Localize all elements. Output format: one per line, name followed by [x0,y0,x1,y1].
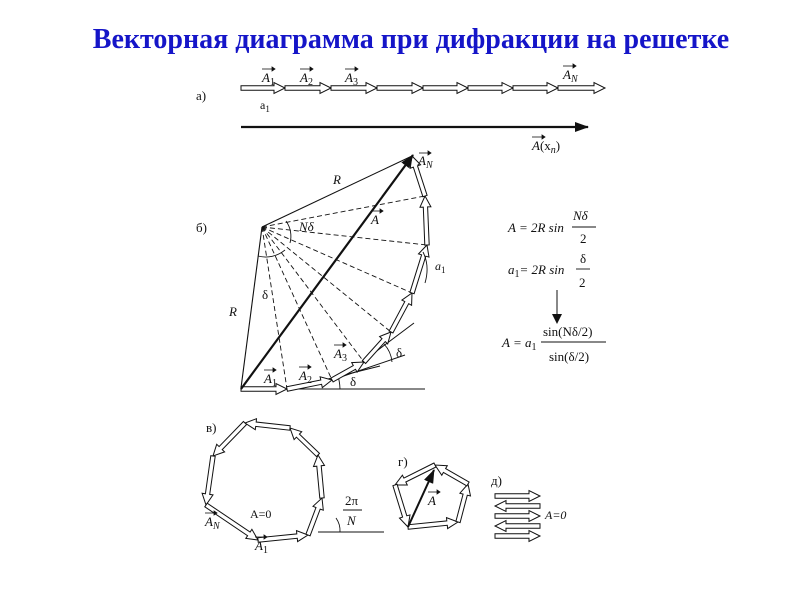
panel-a-label: а) [196,88,207,103]
formula-1-num: Nδ [573,208,588,223]
panel-v-octagon-chain [202,419,324,543]
panel-b-radius-top [262,156,412,227]
panel-a-vector-8 [558,83,605,94]
panel-b-spoke-4 [262,227,391,332]
panel-b-vector-7 [420,196,431,245]
panel-b-spoke-6 [262,227,427,245]
panel-v-angle-arc [336,518,340,532]
panel-d-vector-3 [495,511,540,522]
panel-v-vector-4 [290,428,320,457]
formula-2-den: 2 [579,275,586,290]
formulas [501,208,606,364]
formula-2-num: δ [580,251,587,266]
panel-b-chord-label: A [371,212,379,227]
panel-d-label: д) [491,473,502,488]
panel-a-resultant-label: $A(x_n)$ [532,138,561,156]
panel-b-angle-delta-base: δ [350,374,357,389]
panel-b-spoke-2 [262,227,332,380]
panel-b-arc-delta-outer [384,344,392,362]
page-title: Векторная диаграмма при дифракции на решетке [92,24,730,55]
formula-3-den: sin(δ/2) [549,349,590,364]
panel-b-vector-3 [331,362,364,382]
panel-b-vec3: $A_3$ [334,346,347,364]
panel-a-vector-7 [513,83,558,94]
panel-v-vector-2 [306,498,323,536]
panel-a-vec2: $A_2$ [300,70,313,88]
panel-v-result: A=0 [250,507,272,521]
panel-d-result: A=0 [545,508,567,522]
panel-v-vec1: $A_1$ [255,538,268,556]
panel-b-vec1: $A_1$ [264,371,277,389]
panel-b [196,151,446,395]
panel-b-spoke-3 [262,227,364,362]
panel-v-vector-6 [213,422,247,457]
formula-3-num: sin(Nδ/2) [543,324,593,339]
panel-a-vec1: $A_1$ [262,70,275,88]
panel-a [196,64,605,156]
panel-a-vecn: $A_N$ [563,67,578,85]
panel-b-overarrows [264,151,431,372]
panel-g [393,454,471,529]
panel-a-vector-labels [260,64,579,156]
panel-b-vector-6 [410,245,429,294]
panel-g-vec: A [428,493,436,508]
panel-v-vector-5 [245,419,290,431]
panel-g-vector-1 [408,518,458,530]
panel-a-vector-4 [377,83,423,94]
panel-b-angle-delta-outer: δ [396,345,403,360]
panel-b-end-vec-label: $A_N$ [418,153,433,171]
panel-d-vector-5 [495,531,540,542]
panel-a-vector-5 [423,83,468,94]
panel-b-angle-delta-center: δ [262,287,269,302]
panel-a-vector-chain [241,83,605,94]
panel-a-vec3: $A_3$ [345,70,358,88]
panel-v [202,419,384,556]
panel-b-resultant-arrow [241,155,413,389]
panel-a-vector-6 [468,83,513,94]
formula-3-lhs: $A = a_1$ [502,335,537,353]
panel-b-radius-top-label: R [333,172,341,187]
formula-2-lhs: $a_1= 2R$ sin [508,262,565,280]
panel-g-label: г) [398,454,408,469]
panel-d-opposing-arrows [495,491,540,542]
panel-v-vecn: $A_N$ [205,514,220,532]
panel-v-angle-den: N [347,513,356,528]
panel-d-vector-4 [495,521,540,532]
panel-d [491,473,566,542]
panel-v-vector-3 [314,455,325,498]
panel-b-arc-delta-center [258,250,285,257]
panel-g-vector-2 [456,484,471,523]
panel-v-angle-num: 2π [345,493,359,508]
panel-a-step-label: $a_1$ [260,98,270,114]
panel-d-vector-1 [495,491,540,502]
panel-d-vector-2 [495,501,540,512]
panel-b-label: б) [196,220,207,235]
panel-b-arc-n-delta [286,221,291,243]
formula-1-lhs: A = 2R sin [508,220,564,235]
panel-g-vector-3 [435,465,469,486]
panel-v-vector-7 [202,456,215,505]
panel-b-side-label: $a_1$ [435,259,446,275]
panel-b-angle-n-delta: Nδ [299,219,314,234]
panel-v-label: в) [206,420,217,435]
panel-b-vec2: $A_2$ [299,368,312,386]
formula-1-den: 2 [580,231,587,246]
panel-b-radius-left-label: R [229,304,237,319]
panel-g-vector-5 [393,484,410,527]
